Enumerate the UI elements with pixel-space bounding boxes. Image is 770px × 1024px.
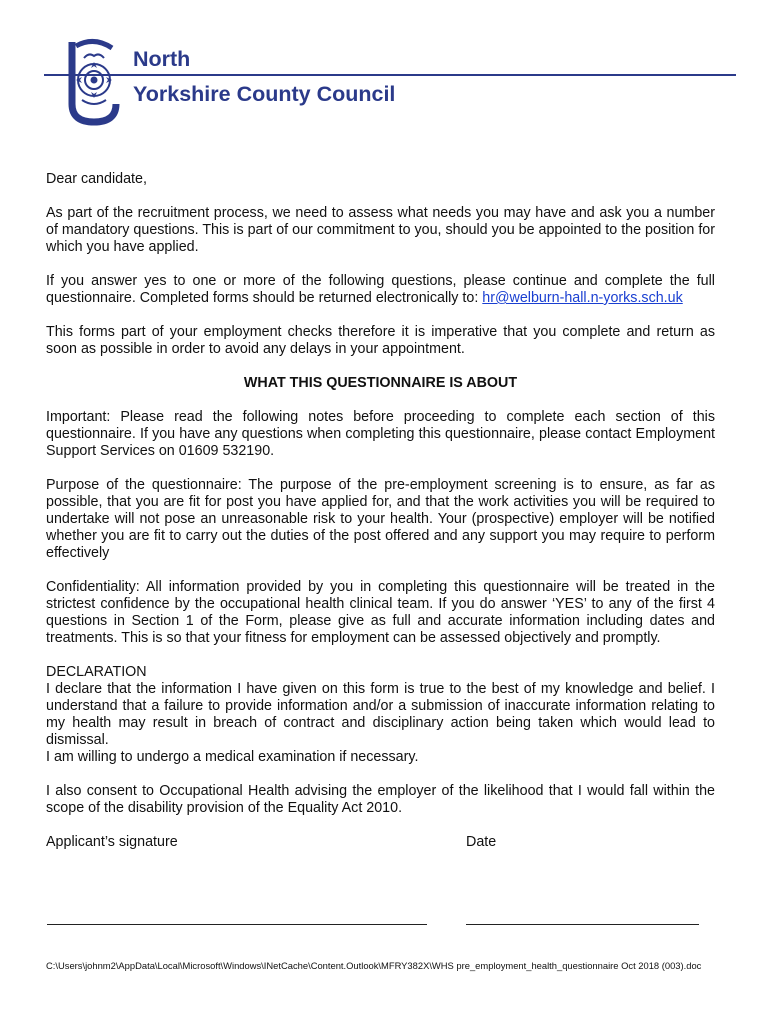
file-path-footer: C:\Users\johnm2\AppData\Local\Microsoft\Windows\INetCache\Content.Outlook\MFRY382X\WHS pre_employment_health_questionnaire Oct 2018 (003).doc: [46, 960, 702, 971]
purpose-paragraph: Purpose of the questionnaire: The purpose of the pre-employment screening is to ensure, as far as possible, that you are fit for post you have applied for, and that the work activities you will be required to undertake will not pose an unreasonable risk to your health. Your (prospective) employer will be notified whether you are fit to carry out the duties of the post offered and any support you may require to perform effectively: [46, 477, 715, 561]
declaration-title: DECLARATION: [46, 664, 147, 680]
confidentiality-paragraph: Confidentiality: All information provided by you in completing this questionnaire will be treated in the strictest confidence by the occupational health clinical team. If you do answer ‘YES’ to any of the first 4 questions in Section 1 of the Form, please give as full and accurate information including dates and treatments. This is so that your fitness for employment can be assessed objectively and promptly.: [46, 579, 715, 646]
applicant-signature-label: Applicant’s signature: [46, 834, 178, 850]
date-line[interactable]: [466, 924, 699, 925]
signature-labels: [46, 834, 715, 851]
checks-paragraph: This forms part of your employment checks therefore it is imperative that you complete and return as soon as possible in order to avoid any delays in your appointment.: [46, 324, 715, 357]
section-heading: WHAT THIS QUESTIONNAIRE IS ABOUT: [243, 375, 518, 391]
org-name-line2: Yorkshire County Council: [133, 82, 396, 106]
date-label: Date: [466, 834, 497, 850]
consent-paragraph: I also consent to Occupational Health advising the employer of the likelihood that I would fall within the scope of the disability provision of the Equality Act 2010.: [46, 783, 715, 816]
letterhead-rule: [44, 74, 736, 76]
signature-line[interactable]: [47, 924, 427, 925]
important-paragraph: Important: Please read the following notes before proceeding to complete each section of this questionnaire. If you have any questions when completing this questionnaire, please contact Employment Support Services on 01609 532190.: [46, 409, 715, 459]
letter-body: [46, 171, 715, 851]
intro-paragraph: As part of the recruitment process, we need to assess what needs you may have and ask you a number of mandatory questions. This is part of our commitment to you, should you be appointed to the position for which you have applied.: [46, 205, 715, 255]
medical-exam-statement: I am willing to undergo a medical examination if necessary.: [46, 749, 419, 765]
org-name-line1: North: [133, 47, 191, 71]
letterhead: [0, 0, 770, 140]
declaration-block: [46, 664, 715, 766]
hr-email-link[interactable]: hr@welburn-hall.n-yorks.sch.uk: [482, 290, 683, 306]
nycc-rose-crest-icon: [58, 38, 128, 126]
instructions-text: If you answer yes to one or more of the following questions, please continue and complete the full questionnaire. Completed forms should be returned electronically to:: [46, 273, 715, 306]
instructions-paragraph: [46, 273, 715, 307]
declaration-text: I declare that the information I have given on this form is true to the best of my knowledge and belief. I understand that a failure to provide information and/or a submission of inaccurate information relating to my health may result in breach of contract and disciplinary action being taken which would lead to dismissal.: [46, 681, 715, 748]
salutation: Dear candidate,: [46, 171, 147, 187]
